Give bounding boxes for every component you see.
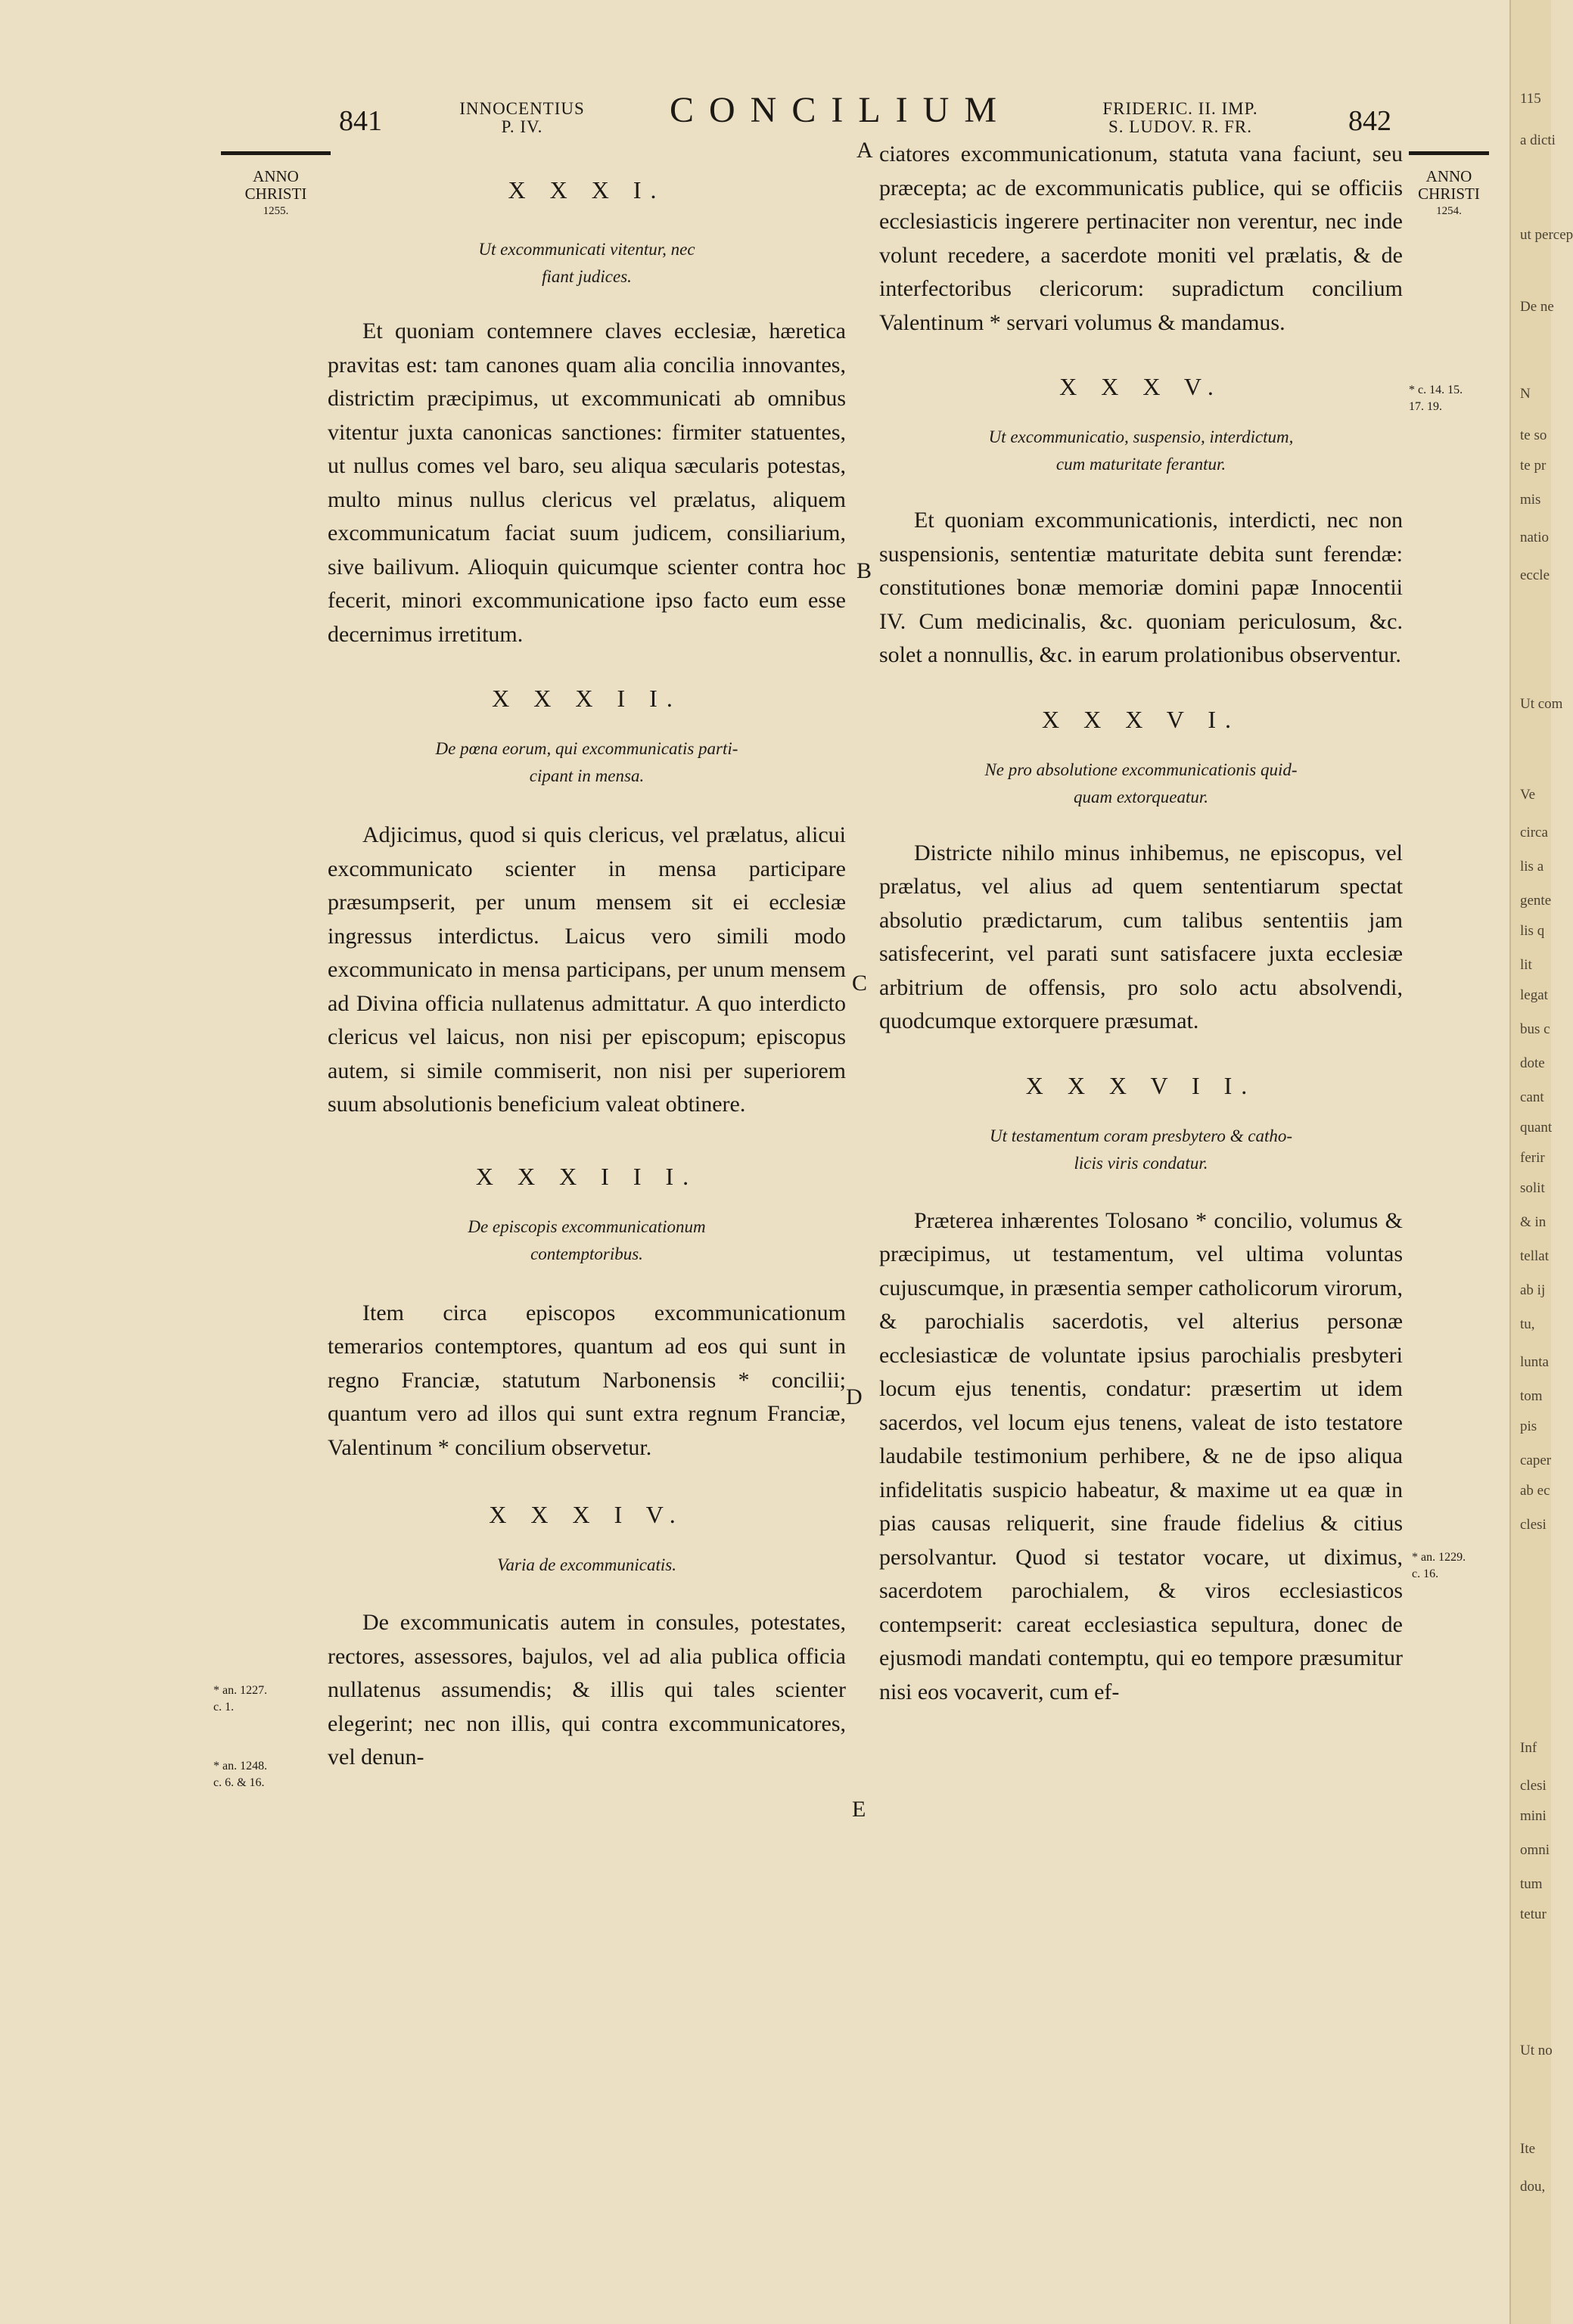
running-head-left-line1: INNOCENTIUS	[459, 99, 585, 118]
running-head-right-line1: FRIDERIC. II. IMP.	[1102, 99, 1258, 118]
anno-rule-left	[221, 151, 331, 155]
neighbor-fragment: cant	[1520, 1089, 1544, 1105]
section-35-rubric	[879, 424, 1403, 478]
section-36-text: Districte nihilo minus inhibemus, ne episcopus, vel prælatus, vel alius ad quem sententiarum spectat absolutio prædictarum, cum talibus sententiis jam satisfecerint, vel parati sunt satisfacere juxta ecclesiæ arbitrium de offensis, pro solo actu absolvendi, quodcumque extorquere præsumat.	[879, 840, 1403, 1033]
neighbor-fragment: quant	[1520, 1120, 1553, 1136]
section-letter-a: A	[856, 138, 873, 163]
section-34-rubric	[328, 1552, 846, 1579]
anno-left-line2: CHRISTI	[244, 185, 307, 203]
margin-note-right-2-line2: c. 16.	[1412, 1567, 1439, 1580]
margin-note-left-1-line1: * an. 1227.	[213, 1684, 268, 1697]
section-37-number: X X X V I I.	[1025, 1071, 1257, 1099]
section-31-rubric-line1: Ut excommunicati vitentur, nec	[478, 240, 695, 259]
section-34-rubric-line1: Varia de excommunicatis.	[497, 1555, 676, 1574]
section-31-rubric	[328, 236, 846, 290]
neighbor-fragment: clesi	[1520, 1517, 1547, 1533]
neighbor-fragment: pis	[1520, 1418, 1537, 1434]
left-column	[328, 170, 846, 1775]
section-35-text: Et quoniam excommunicationis, interdicti, nec non suspensionis, sententiæ maturitate debita sunt ferendæ: constitutiones bonæ memoriæ domini papæ Innocentii IV. Cum medicinalis, &c. quoniam periculosum, &c. solet a nonnullis, &c. in earum prolationibus observentur.	[879, 508, 1403, 667]
section-34-continuation: ciatores excommunicationum, statuta vana faciunt, seu præcepta; ac de excommunicatis publice, qui se officiis ecclesiasticis ingerere pertinaciter non verentur, nec inde volunt recedere, a sacerdote moniti vel prælatis, & de interfectoribus clericorum: supradictum concilium Valentinum * servari volumus & mandamus.	[879, 141, 1403, 335]
neighbor-fragment: natio	[1520, 530, 1549, 545]
neighbor-fragment: Inf	[1520, 1740, 1537, 1756]
section-letter-d: D	[846, 1384, 863, 1409]
neighbor-fragment: te so	[1520, 427, 1547, 443]
neighbor-fragment: lunta	[1520, 1354, 1549, 1370]
neighbor-fragment: bus c	[1520, 1021, 1550, 1037]
neighbor-fragment: tum	[1520, 1876, 1543, 1892]
anno-rule-right	[1409, 151, 1489, 155]
anno-left-line1: ANNO	[253, 167, 299, 185]
neighbor-fragment: tom	[1520, 1388, 1543, 1404]
section-37-text: Præterea inhærentes Tolosano * concilio, volumus & præcipimus, ut testamentum, vel ultima voluntas cujuscumque, in præsentia semper catholicorum virorum, & parochialis sacerdotis, vel alterius personæ ecclesiasticæ de voluntate ipsius parochialis presbyteri locum ejus tenentis, condatur: præsertim ut idem sacerdos, vel locum ejus tenens, valeat de isto testatore laudabile testimonium perhibere, & ne de ipso aliqua infidelitatis suspicio habeatur, & maxime ut ea quæ in pias causas reliquerit, sine fraude fidelius & citius persolvantur. Quod si testator vocare, ut diximus, sacerdotem parochialem, & viros ecclesiasticos contempserit: careat ecclesiastica sepultura, donec de ejusmodi mandati contemptu, qui eo tempore præsumitur nisi eos vocaverit, cum ef-	[879, 1207, 1403, 1704]
margin-note-right-1-line2: 17. 19.	[1409, 400, 1442, 413]
neighbor-fragment: tu,	[1520, 1316, 1535, 1332]
neighbor-fragment: Ut no	[1520, 2043, 1553, 2058]
page-number-right: 842	[1348, 105, 1391, 137]
neighbor-fragment: N	[1520, 386, 1531, 402]
section-letter-b: B	[856, 558, 872, 583]
neighbor-fragment: tetur	[1520, 1906, 1547, 1922]
anno-left-year: 1255.	[263, 205, 289, 217]
section-31-rubric-line2: fiant judices.	[542, 267, 632, 286]
section-32-rubric	[328, 735, 846, 790]
section-31-text: Et quoniam contemnere claves ecclesiæ, hæretica pravitas est: tam canones quam alia concilia innovantes, districtim præcipimus, ut excommunicati ab omnibus vitentur juxta canonicas sanctiones: firmiter statuentes, ut nullus comes vel baro, seu aliqua sæcularis potestas, multo minus nullus clericus vel prælatus, aliquem excommunicatum faciat suum judicem, consiliarium, sive bailivum. Alioquin quicumque scienter contra hoc fecerit, minori excommunicatione ipso facto eum esse decernimus irretitum.	[328, 318, 846, 647]
neighbor-fragment: gente	[1520, 893, 1552, 909]
neighbor-fragment: te pr	[1520, 458, 1547, 474]
neighbor-fragment: lis a	[1520, 859, 1544, 875]
section-36-rubric-line1: Ne pro absolutione excommunicationis quid-	[984, 760, 1298, 779]
neighbor-fragment: mis	[1520, 492, 1541, 508]
neighbor-fragment: caper	[1520, 1452, 1552, 1468]
neighbor-fragment: solit	[1520, 1180, 1545, 1196]
neighbor-fragment: lit	[1520, 957, 1532, 973]
section-32-number: X X X I I.	[492, 685, 682, 712]
neighbor-fragment: dou,	[1520, 2179, 1546, 2195]
section-37-rubric-line1: Ut testamentum coram presbytero & catho-	[989, 1126, 1293, 1145]
anno-left	[221, 168, 331, 220]
margin-note-right-2	[1412, 1549, 1466, 1583]
margin-note-right-1	[1409, 382, 1463, 415]
running-head-left	[454, 100, 590, 136]
neighbor-fragment: legat	[1520, 987, 1548, 1003]
section-37-rubric-line2: licis viris condatur.	[1074, 1153, 1208, 1173]
section-36-rubric-line2: quam extorqueatur.	[1073, 787, 1208, 806]
section-letter-e: E	[852, 1797, 866, 1822]
section-35-number: X X X V.	[1059, 373, 1223, 400]
running-head-right	[1067, 100, 1294, 136]
neighbor-fragment: Ite	[1520, 2141, 1536, 2157]
section-36-rubric	[879, 757, 1403, 811]
section-36-number: X X X V I.	[1042, 705, 1240, 733]
neighbor-fragment: ab ij	[1520, 1282, 1546, 1298]
section-31-number: X X X I.	[508, 176, 666, 204]
neighbor-fragment: & in	[1520, 1214, 1547, 1230]
neighbor-fragment: a dicti	[1520, 132, 1556, 148]
margin-note-left-2	[213, 1758, 267, 1791]
section-32-rubric-line2: cipant in mensa.	[529, 766, 645, 785]
section-33-number: X X X I I I.	[475, 1162, 698, 1190]
margin-note-left-1	[213, 1682, 267, 1716]
section-32-text: Adjicimus, quod si quis clericus, vel prælatus, alicui excommunicato scienter in mensa participare præsumpserit, per unum mensem sit ei ecclesiæ ingressus interdictus. Laicus vero simili modo excommunicato in mensa participans, per unum mensem ad Divina officia nullatenus admittatur. A quo interdicto clericus vel laicus, non nisi per episcopum; episcopus autem, si simile commiserit, non nisi per superiorem suum absolutionis beneficium valeat obtinere.	[328, 822, 846, 1117]
neighbor-fragment: mini	[1520, 1808, 1547, 1824]
running-head-right-line2: S. LUDOV. R. FR.	[1108, 117, 1253, 136]
neighbor-page-edge	[1509, 0, 1573, 2324]
neighbor-fragment: dote	[1520, 1055, 1545, 1071]
neighbor-fragment: Ut com	[1520, 696, 1563, 712]
anno-right-year: 1254.	[1436, 205, 1462, 217]
anno-right-line1: ANNO	[1425, 167, 1472, 185]
section-33-rubric-line2: contemptoribus.	[530, 1244, 643, 1263]
neighbor-fragment: lis q	[1520, 923, 1545, 939]
section-32-rubric-line1: De pœna eorum, qui excommunicatis parti-	[435, 739, 738, 758]
neighbor-fragment: 115	[1520, 91, 1541, 107]
margin-note-right-2-line1: * an. 1229.	[1412, 1551, 1466, 1564]
neighbor-fragment: ut percep	[1520, 227, 1573, 243]
section-35-rubric-line1: Ut excommunicatio, suspensio, interdictum,	[988, 427, 1294, 446]
running-head-left-line2: P. IV.	[501, 117, 543, 136]
neighbor-fragment: Ve	[1520, 787, 1536, 803]
section-33-rubric	[328, 1213, 846, 1268]
section-letter-c: C	[852, 971, 868, 996]
right-column	[879, 138, 1403, 1709]
margin-note-right-1-line1: * c. 14. 15.	[1409, 384, 1463, 396]
neighbor-fragment: omni	[1520, 1842, 1550, 1858]
page-title: CONCILIUM	[670, 90, 1012, 130]
neighbor-fragment: De ne	[1520, 299, 1554, 315]
margin-note-left-2-line1: * an. 1248.	[213, 1760, 268, 1773]
neighbor-fragment: ab ec	[1520, 1483, 1550, 1499]
neighbor-fragment: eccle	[1520, 567, 1550, 583]
section-35-rubric-line2: cum maturitate ferantur.	[1055, 455, 1226, 474]
section-34-text: De excommunicatis autem in consules, potestates, rectores, assessores, bajulos, vel ad alia publica officia nullatenus assumendis; & illis qui tales scienter elegerint; nec non illis, qui contra excommunicatores, vel denun-	[328, 1610, 846, 1769]
section-33-rubric-line1: De episcopis excommunicationum	[468, 1216, 706, 1236]
neighbor-fragment: circa	[1520, 825, 1548, 840]
margin-note-left-1-line2: c. 1.	[213, 1701, 235, 1713]
neighbor-fragment: tellat	[1520, 1248, 1549, 1264]
section-34-number: X X X I V.	[489, 1501, 685, 1528]
section-37-rubric	[879, 1123, 1403, 1177]
neighbor-fragment: ferir	[1520, 1150, 1545, 1166]
page-number-left: 841	[339, 105, 382, 137]
section-33-text: Item circa episcopos excommunicationum temerarios contemptores, quantum ad eos qui sunt in regno Franciæ, statutum Narbonensis * concilii; quantum vero ad illos qui sunt extra regnum Franciæ, Valentinum * concilium observetur.	[328, 1300, 846, 1460]
anno-right-line2: CHRISTI	[1418, 185, 1480, 203]
anno-right	[1409, 168, 1489, 220]
neighbor-fragment: clesi	[1520, 1778, 1547, 1794]
margin-note-left-2-line2: c. 6. & 16.	[213, 1776, 265, 1789]
